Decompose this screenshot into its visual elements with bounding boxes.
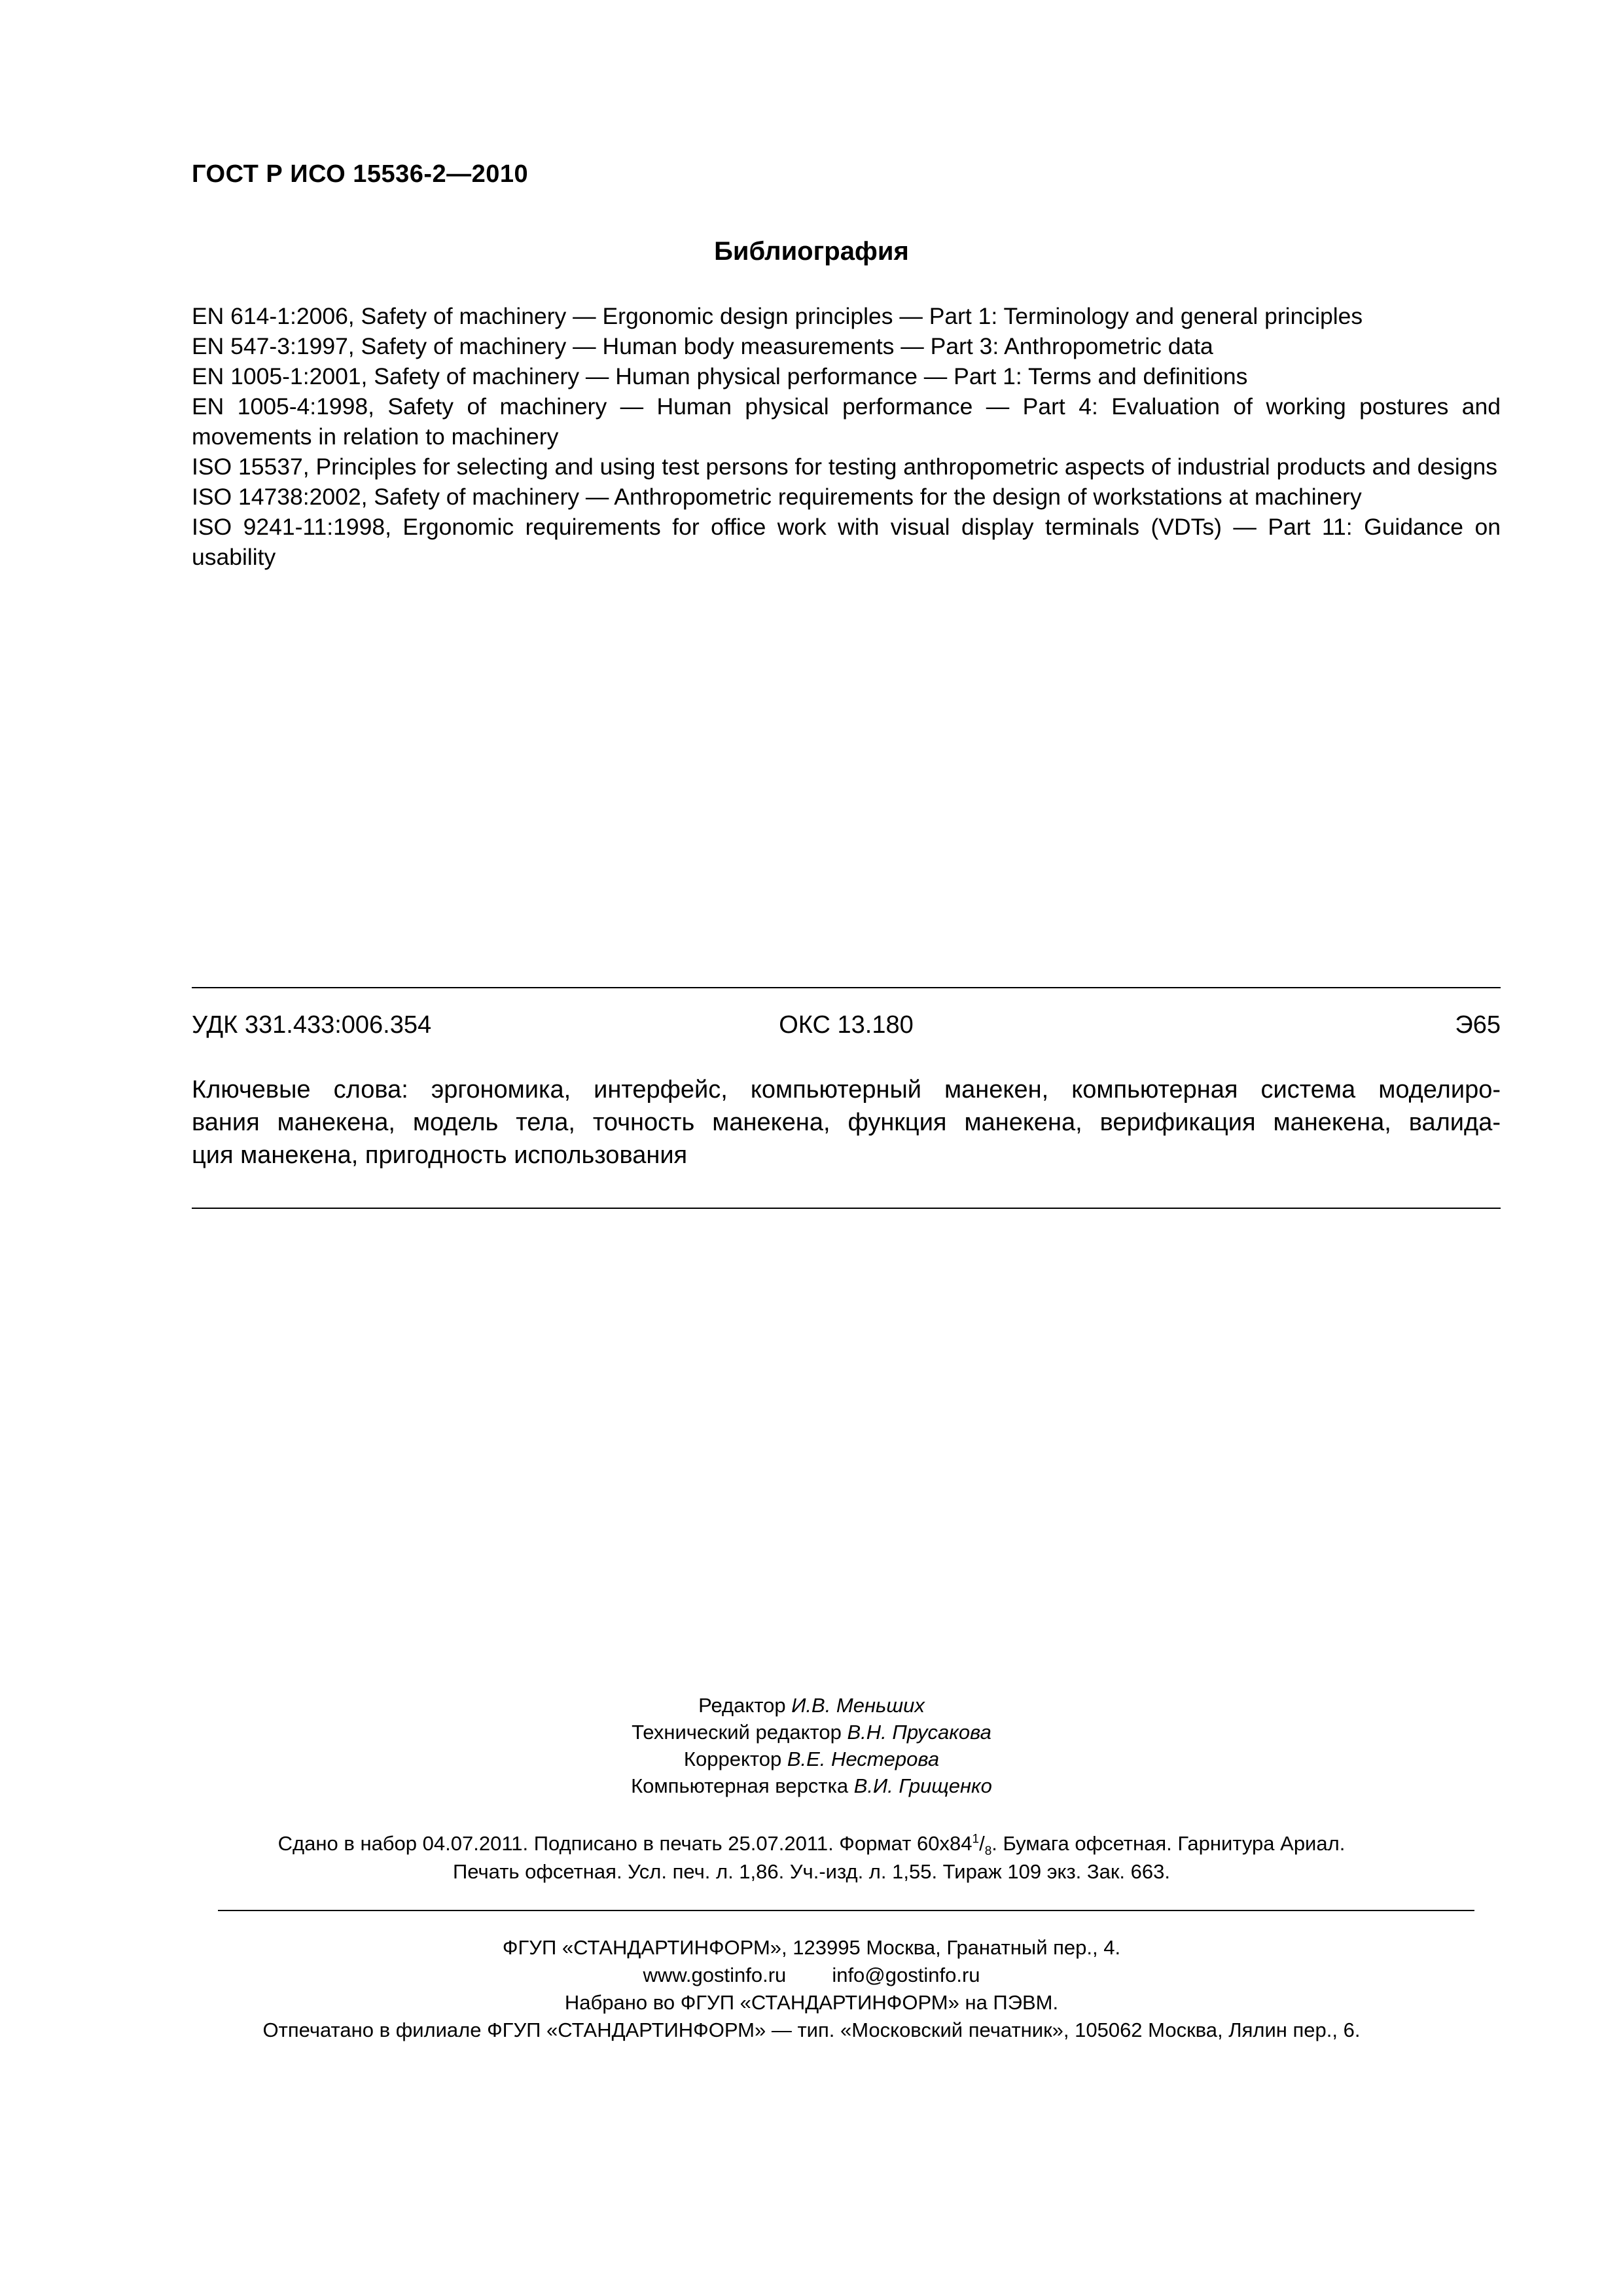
bibliography-entry: EN 1005-4:1998, Safety of machinery — Human physical performance — Part 4: Evaluation of working postures and movements in relation to machinery xyxy=(192,393,1501,450)
layout-name: В.И. Грищенко xyxy=(853,1774,992,1797)
bibliography-entry: ISO 15537, Principles for selecting and using test persons for testing anthropometric aspects of industrial products and designs xyxy=(192,454,1498,480)
document-code: ГОСТ Р ИСО 15536-2—2010 xyxy=(192,160,529,188)
divider-middle xyxy=(192,1208,1501,1209)
bibliography-entry: ISO 9241-11:1998, Ergonomic requirements for office work with visual display terminals (VDTs) — Part 11: Guidance on usability xyxy=(192,514,1501,570)
editor-credit xyxy=(0,1692,1623,1719)
format-subscript: 8 xyxy=(984,1844,992,1859)
divider-top xyxy=(192,987,1501,988)
credits-block xyxy=(0,1692,1623,1799)
udk-code: УДК 331.433:006.354 xyxy=(192,1011,432,1039)
publisher-printed: Отпечатано в филиале ФГУП «СТАНДАРТИНФОРМ» — тип. «Московский печатник», 105062 Москва, Лялин пер., 6. xyxy=(262,2018,1361,2041)
print-info-block xyxy=(0,1829,1623,1886)
divider-bottom xyxy=(218,1910,1474,1911)
corrector-name: В.Е. Нестерова xyxy=(787,1748,940,1770)
print-info-text: Сдано в набор 04.07.2011. Подписано в печать 25.07.2011. Формат 60х84 xyxy=(277,1832,972,1855)
bibliography-list xyxy=(192,301,1501,572)
corrector-credit xyxy=(0,1746,1623,1772)
editor-name: И.В. Меньших xyxy=(791,1694,925,1717)
publisher-website: www.gostinfo.ru xyxy=(643,1964,787,1986)
editor-label: Редактор xyxy=(698,1694,786,1717)
oks-code: ОКС 13.180 xyxy=(779,1011,914,1039)
print-info-line: Печать офсетная. Усл. печ. л. 1,86. Уч.-изд. л. 1,55. Тираж 109 экз. Зак. 663. xyxy=(452,1860,1170,1883)
layout-label: Компьютерная верстка xyxy=(631,1774,849,1797)
tech-editor-name: В.Н. Прусакова xyxy=(847,1721,991,1744)
print-info-line: Сдано в набор 04.07.2011. Подписано в печать 25.07.2011. Формат $60х84^1/_8$. Бумага офсетная. Гарнитура Ариал. xyxy=(277,1832,1346,1859)
e-code: Э65 xyxy=(1455,1011,1501,1039)
publisher-typeset: Набрано во ФГУП «СТАНДАРТИНФОРМ» на ПЭВМ. xyxy=(564,1991,1059,2014)
publisher-contacts xyxy=(0,1962,1623,1989)
bibliography-entry: ISO 14738:2002, Safety of machinery — Anthropometric requirements for the design of workstations at machinery xyxy=(192,484,1362,510)
format-superscript: 1 xyxy=(972,1832,980,1846)
classification-row xyxy=(192,1011,1501,1044)
publisher-address: ФГУП «СТАНДАРТИНФОРМ», 123995 Москва, Гранатный пер., 4. xyxy=(502,1936,1121,1959)
keywords-line: ция манекена, пригодность использования xyxy=(192,1141,688,1169)
bibliography-title: Библиография xyxy=(714,237,909,266)
keywords-line: вания манекена, модель тела, точность манекена, функция манекена, верификация манекена, валида- xyxy=(192,1109,1501,1136)
bibliography-entry: EN 614-1:2006, Safety of machinery — Ergonomic design principles — Part 1: Terminology and general principles xyxy=(192,303,1363,329)
publisher-email: info@gostinfo.ru xyxy=(832,1964,980,1986)
print-info-text: . Бумага офсетная. Гарнитура Ариал. xyxy=(991,1832,1346,1855)
layout-credit xyxy=(0,1772,1623,1799)
keywords-block xyxy=(192,1073,1501,1172)
keywords-line: Ключевые слова: эргономика, интерфейс, компьютерный манекен, компьютерная система моделиро- xyxy=(192,1076,1501,1103)
tech-editor-label: Технический редактор xyxy=(632,1721,842,1744)
bibliography-entry: EN 1005-1:2001, Safety of machinery — Human physical performance — Part 1: Terms and definitions xyxy=(192,363,1248,389)
tech-editor-credit xyxy=(0,1719,1623,1746)
corrector-label: Корректор xyxy=(683,1748,782,1770)
publisher-block xyxy=(0,1934,1623,2044)
bibliography-entry: EN 547-3:1997, Safety of machinery — Human body measurements — Part 3: Anthropometric data xyxy=(192,333,1213,359)
